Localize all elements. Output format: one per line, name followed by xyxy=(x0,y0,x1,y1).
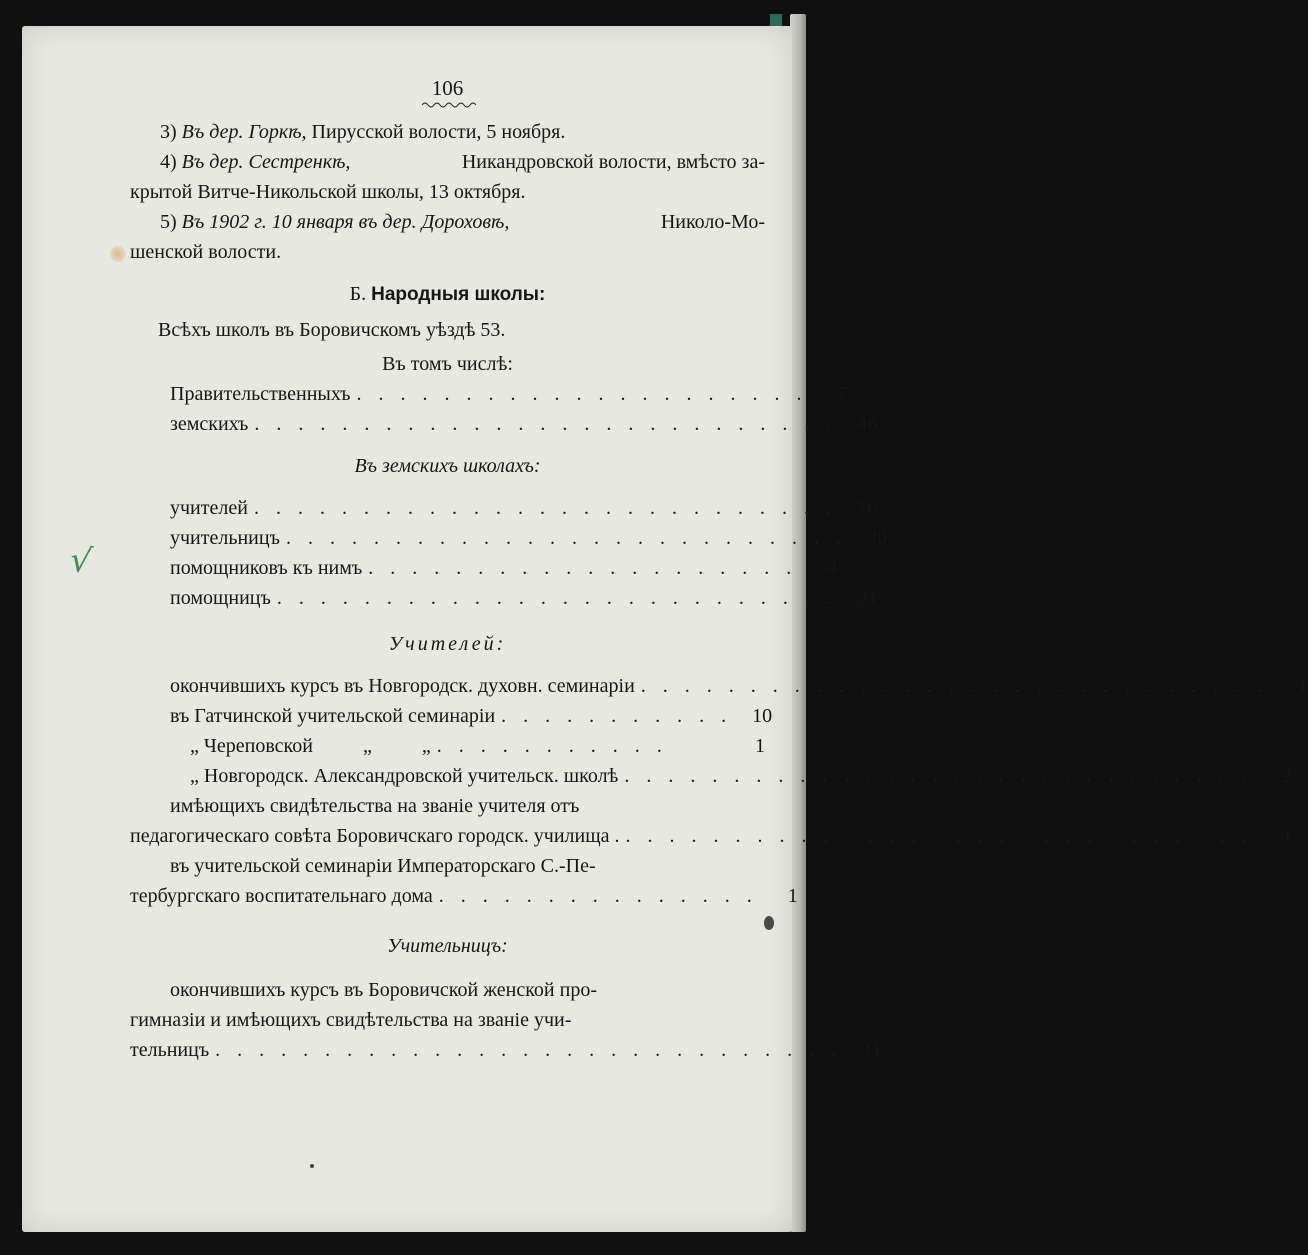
opening-item-4-cont: крытой Витче-Никольской школы, 13 октября. xyxy=(130,181,526,203)
zemstvo-heading: Въ земскихъ школахъ: xyxy=(354,455,541,477)
teachers-heading: Учителей: xyxy=(388,633,507,655)
opening-item-5-cont: шенской волости. xyxy=(130,241,282,263)
female-row: тельницъ . . . . . . . . . . . . . . . . . . . . . . . . . . . . . 11 xyxy=(130,1039,883,1061)
teachers-spb-line: въ учительской семинаріи Императорскаго С.-Пе- xyxy=(170,855,596,877)
staff-row: учительницъ . . . . . . . . . . . . . . . . . . . . . . . . . . 30 xyxy=(170,527,887,549)
school-type-row: земскихъ . . . . . . . . . . . . . . . . . . . . . . . . . . . 46 xyxy=(170,413,878,435)
opening-item-5: 5) Въ 1902 г. 10 января въ дер. Дороховѣ, Николо-Мо- xyxy=(160,211,765,233)
teachers-spb-row: тербургскаго воспитательнаго дома . . . . . . . . . . . . . . . 1 xyxy=(130,885,798,907)
ink-spot xyxy=(764,916,774,930)
book-page xyxy=(22,26,1308,1232)
staff-row: помощницъ . . . . . . . . . . . . . . . . . . . . . . . . . . 21 xyxy=(170,587,878,609)
stain xyxy=(110,246,126,262)
in-number-label: Въ томъ числѣ: xyxy=(382,353,513,375)
teachers-cert-row: педагогическаго совѣта Боровичскаго городск. училища . . . . . . . . . . . . . . . . . . . . . . . . . . . . . . 1 xyxy=(130,825,1293,847)
teacher-row: окончившихъ курсъ въ Новгородск. духовн. семинаріи . . . . . . . . . . . . . . . . . . . . . . . . . . . . . 1 xyxy=(170,675,1308,697)
page-number: 106 xyxy=(130,76,765,109)
teacher-row: „ Череповской „ „ . . . . . . . . . . . 1 xyxy=(190,735,765,757)
page-text xyxy=(130,76,1308,1065)
staff-row: учителей . . . . . . . . . . . . . . . . . . . . . . . . . . . 16 xyxy=(170,497,877,519)
female-line-1: окончившихъ курсъ въ Боровичской женской про- xyxy=(170,979,597,1001)
wavy-underline-icon xyxy=(422,101,474,109)
opening-item-3: 3) Въ дер. Горкѣ, Пирусской волости, 5 ноября. xyxy=(160,121,566,143)
section-b-heading: Б. Народныя школы: xyxy=(349,283,546,305)
teacher-row: „ Новгородск. Александровской учительск. школѣ . . . . . . . . . . . . . . . . . . . . . . . . . . . . . 2 xyxy=(190,765,1292,787)
pencil-check-mark: √ xyxy=(67,539,95,583)
teacher-row: въ Гатчинской учительской семинаріи . . . . . . . . . . . 10 xyxy=(170,705,773,727)
teachers-cert-line: имѣющихъ свидѣтельства на званіе учителя отъ xyxy=(170,795,580,817)
staff-row: помощниковъ къ нимъ . . . . . . . . . . . . . . . . . . . . 4 xyxy=(170,557,838,579)
ink-dot xyxy=(310,1164,314,1168)
opening-item-4: 4) Въ дер. Сестренкѣ, Никандровской волости, вмѣсто за- xyxy=(160,151,765,173)
female-teachers-heading: Учительницъ: xyxy=(387,935,508,957)
total-schools: Всѣхъ школъ въ Боровичскомъ уѣздѣ 53. xyxy=(158,319,506,341)
school-type-row: Правительственныхъ . . . . . . . . . . . . . . . . . . . . . 7 xyxy=(170,383,848,405)
female-line-2: гимназіи и имѣющихъ свидѣтельства на званіе учи- xyxy=(130,1009,572,1031)
